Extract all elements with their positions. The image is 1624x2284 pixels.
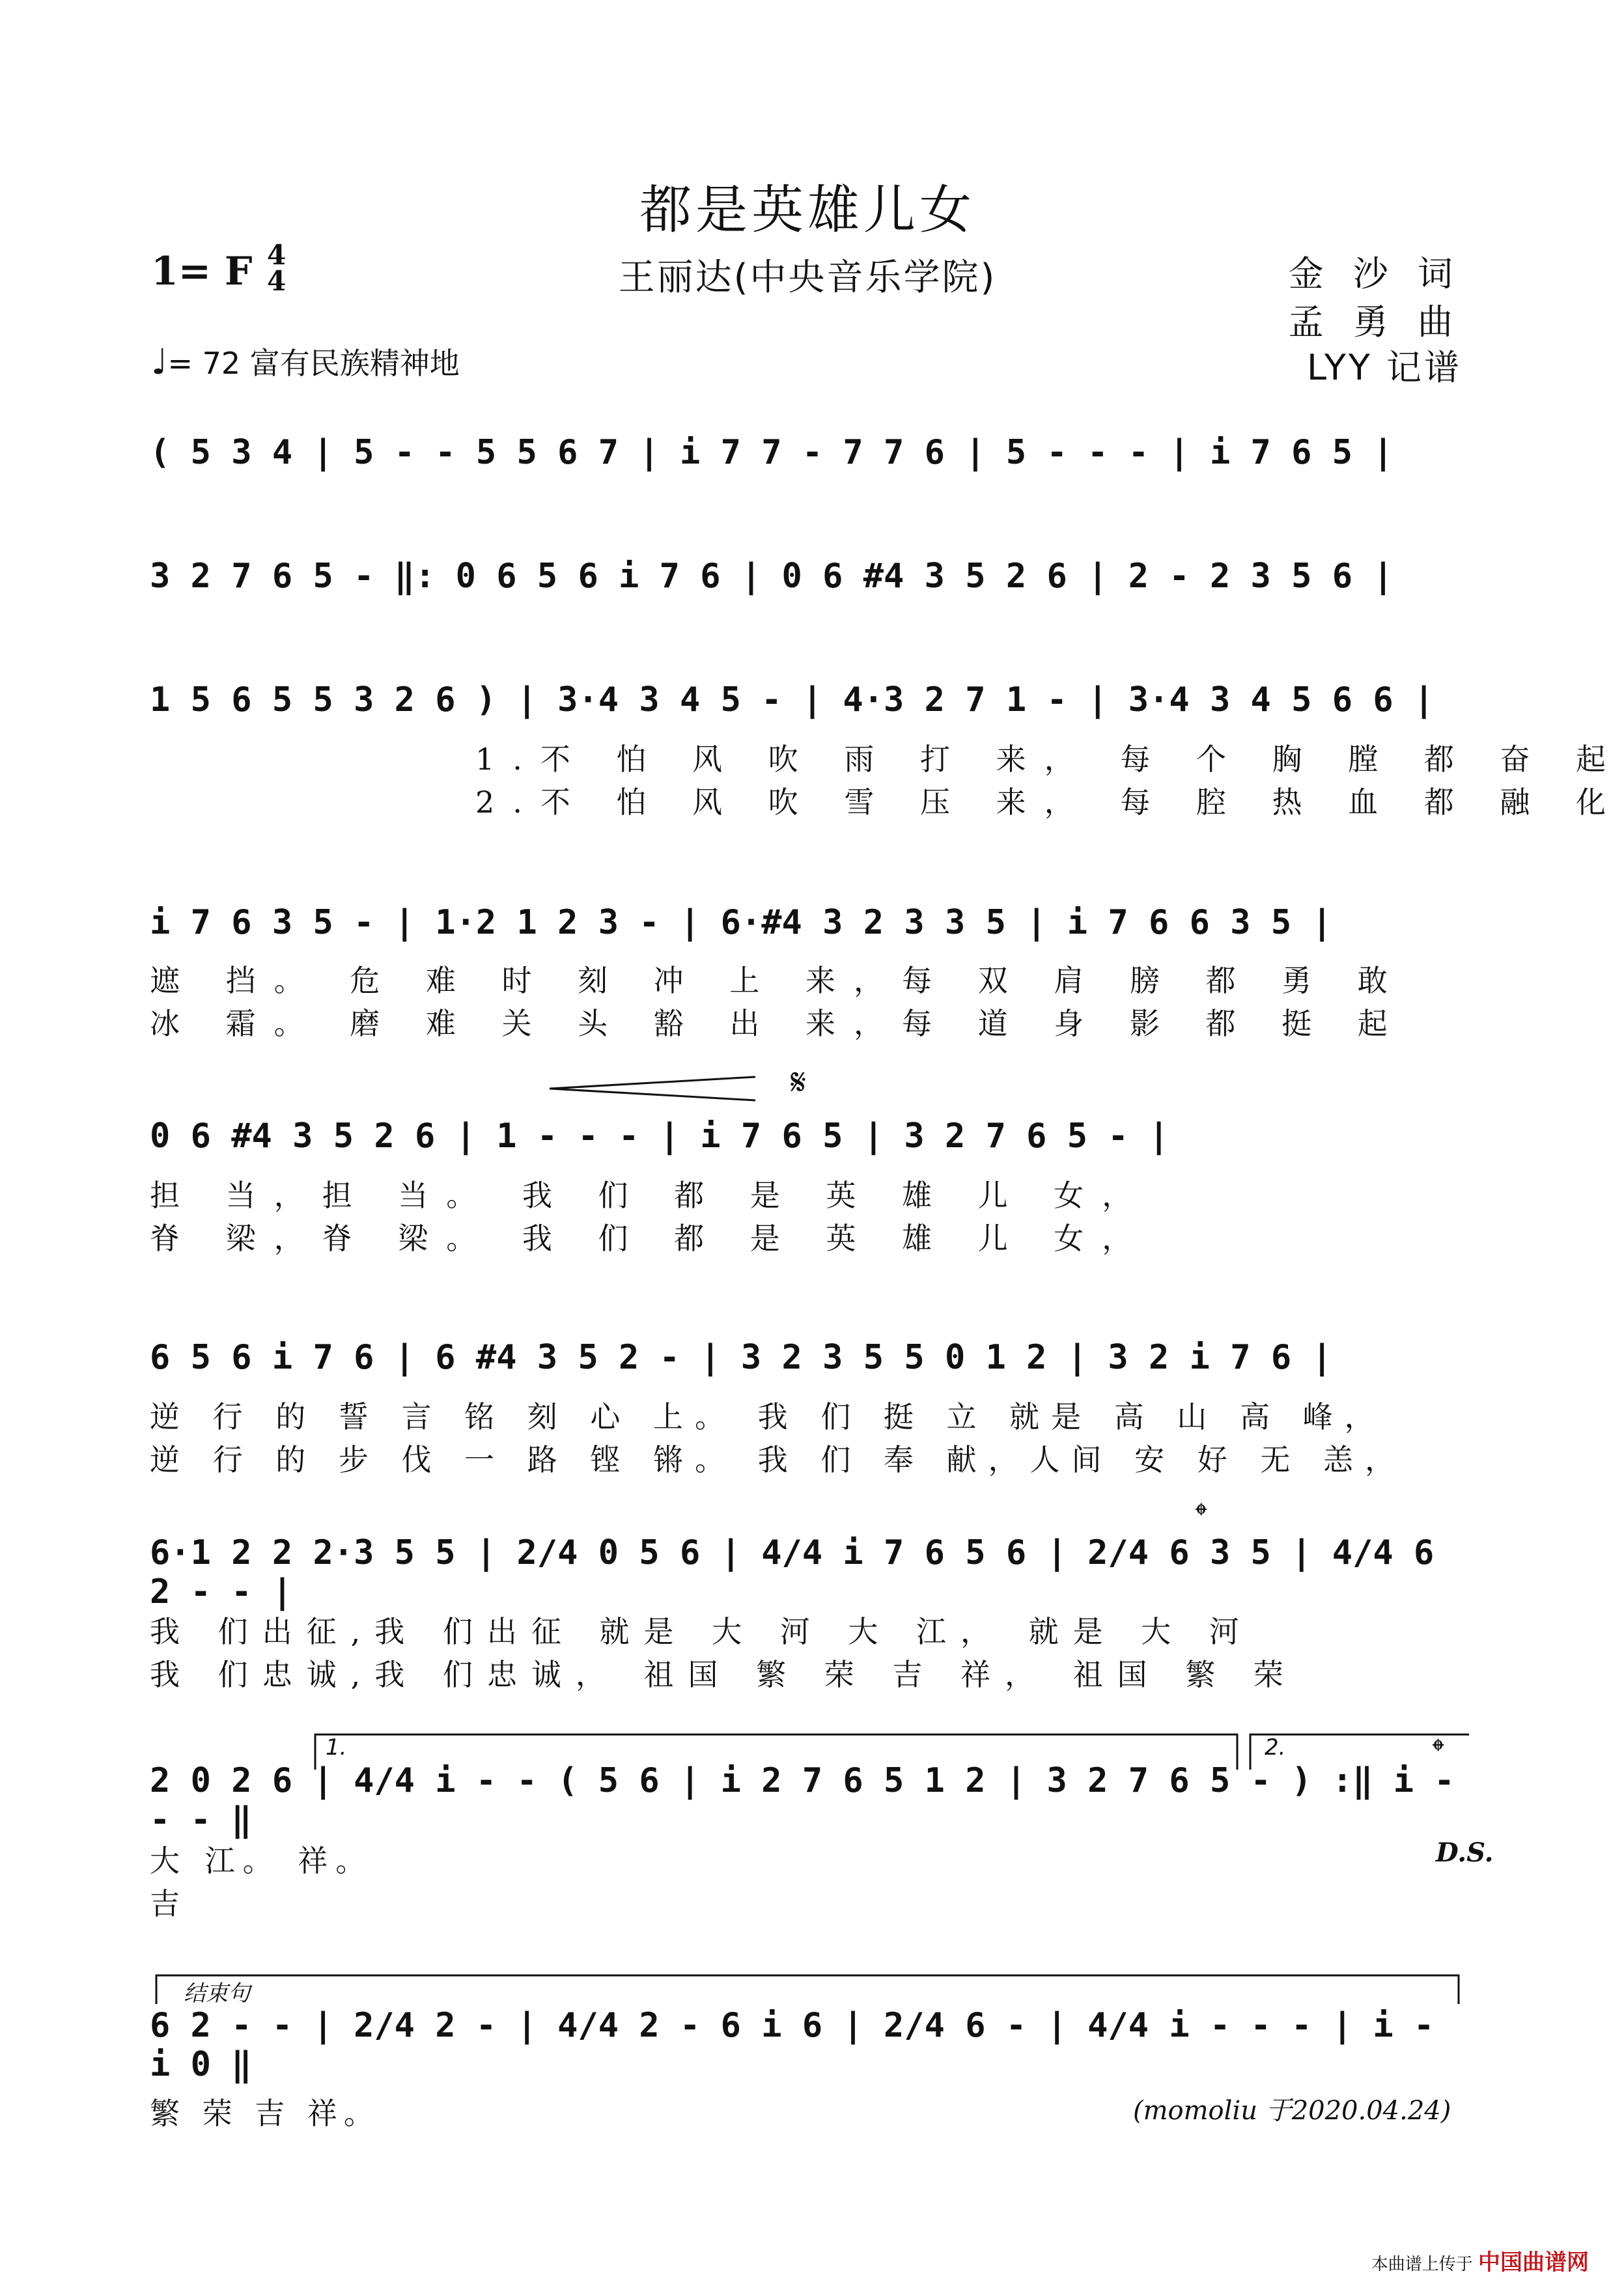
transcriber-credit: LYY 记谱 [1306, 347, 1462, 388]
segno-icon: 𝄋 [791, 1061, 807, 1104]
volta-2-label: 2. [1265, 1734, 1286, 1761]
ending-bracket [154, 1973, 1463, 2005]
lyric-verse-1: 繁 荣 吉 祥。 [150, 2096, 380, 2131]
lyric-verse-1: 逆 行 的 誓 言 铭 刻 心 上。 我 们 挺 立 就是 高 山 高 峰， [150, 1399, 1386, 1434]
lyric-verse-2: 2.不 怕 风 吹 雪 压 来， 每 腔 热 血 都 融 化 [475, 785, 1624, 820]
music-line-3 [150, 671, 1472, 729]
lyricist-credit: 金 沙 词 [1288, 253, 1462, 294]
lyric-verse-1: 1.不 怕 风 吹 雨 打 来， 每 个 胸 膛 都 奋 起 [475, 742, 1624, 777]
footer-upload-text: 本曲谱上传于 [1371, 2255, 1473, 2274]
notation-row: 2 0 2 6 | 4/4 i - - ( 5 6 | i 2 7 6 5 1 2 | 3 2 7 6 5 - ) :‖ i - - - ‖ [150, 1761, 1455, 1839]
notation-row: 1 5 6 5 5 3 2 6 ) | 3·4 3 4 5 - | 4·3 2 7 1 - | 3·4 3 4 5 6 6 | [150, 680, 1435, 719]
singer-credit: 王丽达(中央音乐学院) [618, 257, 997, 299]
dal-segno-mark: D.S. [1436, 1837, 1494, 1868]
lyric-verse-2: 我 们忠诚,我 们忠诚， 祖国 繁 荣 吉 祥， 祖国 繁 荣 [150, 1657, 1298, 1692]
lyric-verse-1: 遮 挡。 危 难 时 刻 冲 上 来，每 双 肩 膀 都 勇 敢 [150, 963, 1406, 998]
lyric-verse-2: 吉 [150, 1886, 188, 1921]
coda-icon: 𝄌 [1196, 1496, 1207, 1534]
music-line-5 [150, 1107, 1472, 1165]
notation-row: 3 2 7 6 5 - ‖: 0 6 5 6 i 7 6 | 0 6 #4 3 5 2 6 | 2 - 2 3 5 6 | [150, 557, 1393, 596]
crescendo-hairpin [547, 1076, 762, 1102]
tempo-text: = 72 富有民族精神地 [167, 346, 460, 381]
lyric-verse-1: 大 江。 祥。 [150, 1843, 374, 1878]
notation-row: i 7 6 3 5 - | 1·2 1 2 3 - | 6·#4 3 2 3 3 5 | i 7 6 6 3 5 | [150, 903, 1332, 942]
notation-row: 6·1 2 2 2·3 5 5 | 2/4 0 5 6 | 4/4 i 7 6 5 6 | 2/4 6 3 5 | 4/4 6 2 - - | [150, 1533, 1435, 1611]
lyric-verse-2: 脊 梁，脊 梁。 我 们 都 是 英 雄 儿 女， [150, 1221, 1151, 1256]
time-signature-bottom: 4 [267, 265, 287, 297]
composer-credit: 孟 勇 曲 [1288, 301, 1462, 342]
tempo-marking [151, 340, 460, 383]
transcription-signature: (momoliu 于2020.04.24) [1133, 2096, 1451, 2126]
lyric-verse-2: 逆 行 的 步 伐 一 路 铿 锵。 我 们 奉 献，人间 安 好 无 恙， [150, 1442, 1407, 1477]
lyric-verse-2: 冰 霜。 磨 难 关 头 豁 出 来，每 道 身 影 都 挺 起 [150, 1006, 1406, 1041]
music-line-6 [150, 1328, 1472, 1387]
music-line-7 [150, 1533, 1472, 1611]
coda-icon: 𝄌 [1433, 1732, 1444, 1770]
notation-row: ( 5 3 4 | 5 - - 5 5 6 7 | i 7 7 - 7 7 6 | 5 - - - | i 7 6 5 | [150, 433, 1393, 472]
score-title: 都是英雄儿女 [639, 180, 975, 240]
lyric-verse-1: 担 当，担 当。 我 们 都 是 英 雄 儿 女， [150, 1178, 1151, 1213]
volta-1-label: 1. [326, 1734, 347, 1761]
ending-label: 结束句 [184, 1981, 250, 2007]
notation-row: 6 5 6 i 7 6 | 6 #4 3 5 2 - | 3 2 3 5 5 0 1 2 | 3 2 i 7 6 | [150, 1338, 1332, 1377]
music-line-4 [150, 893, 1472, 952]
quarter-note-icon: ♩ [151, 341, 168, 382]
notation-row: 6 2 - - | 2/4 2 - | 4/4 2 - 6 i 6 | 2/4 6 - | 4/4 i - - - | i - i 0 ‖ [150, 2006, 1435, 2084]
music-line-8 [150, 1761, 1472, 1839]
site-footer [1371, 2244, 1589, 2276]
key-signature: 1= F [151, 249, 253, 294]
music-line-1 [150, 423, 1472, 482]
music-line-9 [150, 2006, 1472, 2084]
music-line-2 [150, 547, 1472, 606]
notation-row: 0 6 #4 3 5 2 6 | 1 - - - | i 7 6 5 | 3 2 7 6 5 - | [150, 1117, 1169, 1156]
time-signature-top: 4 [267, 239, 287, 271]
site-logo[interactable]: 中国曲谱网 [1478, 2249, 1589, 2276]
lyric-verse-1: 我 们出征,我 们出征 就是 大 河 大 江， 就是 大 河 [150, 1614, 1253, 1649]
